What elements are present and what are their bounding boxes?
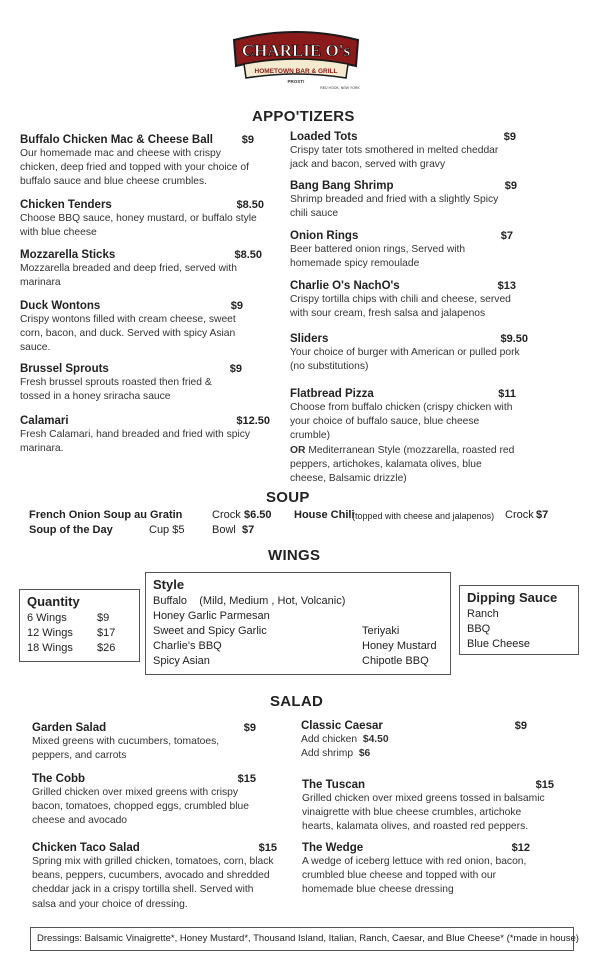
- caesar-add-chicken: Add chicken: [301, 734, 358, 745]
- svg-text:RED HOOK, NEW YORK: RED HOOK, NEW YORK: [320, 86, 360, 90]
- wing-style: Spicy Asian: [153, 655, 210, 667]
- item-name: Calamari: [20, 415, 69, 427]
- item-name: Bang Bang Shrimp: [290, 180, 394, 192]
- item-price: $15: [535, 779, 554, 791]
- item-price: $8.50: [234, 249, 262, 261]
- item-price: $12: [511, 842, 530, 854]
- wing-quantity-price: $17: [97, 627, 116, 639]
- chili-price: $7: [536, 509, 549, 521]
- item-description: Grilled chicken over mixed greens with crispy bacon, tomatoes, chopped eggs, crumbled blue cheese and avocado: [32, 787, 249, 827]
- item-price: $11: [498, 388, 516, 400]
- item-description: Mixed greens with cucumbers, tomatoes, peppers, and carrots: [32, 736, 220, 762]
- caesar-add-chicken-price: $4.50: [362, 734, 389, 745]
- item-name: The Cobb: [32, 773, 86, 785]
- menu-item: [290, 280, 516, 321]
- menu-item: [32, 842, 277, 912]
- menu-item: [290, 333, 528, 374]
- item-description: Shrimp breaded and fried with a slightly Spicy chili sauce: [290, 194, 499, 220]
- item-name: Garden Salad: [32, 722, 107, 734]
- wing-quantity-price: $9: [97, 612, 110, 624]
- dipping-sauce: Ranch: [467, 608, 499, 620]
- item-name: Brussel Sprouts: [20, 363, 109, 375]
- item-price: $9: [504, 180, 517, 192]
- french-onion-name: French Onion Soup au Gratin: [29, 509, 183, 521]
- item-description: Beer battered onion rings, Served with homemade spicy remoulade: [290, 244, 466, 270]
- item-name: Chicken Tenders: [20, 199, 112, 211]
- menu-item: [302, 779, 554, 835]
- soup-day-cup: Cup $5: [149, 524, 185, 536]
- chili-note: (topped with cheese and jalapenos): [352, 511, 495, 521]
- salad-title: SALAD: [270, 693, 324, 710]
- item-price: $8.50: [236, 199, 264, 211]
- dipping-box: [459, 585, 579, 655]
- svg-text:CHARLIE O's: CHARLIE O's: [241, 41, 351, 60]
- item-price: $9: [514, 720, 527, 732]
- caesar-add-shrimp-price: $6: [358, 748, 371, 760]
- chili-name: House Chili: [294, 509, 355, 521]
- quantity-box: [19, 589, 140, 662]
- wing-style: Chipotle BBQ: [362, 655, 429, 667]
- item-price: $7: [500, 230, 513, 242]
- wing-quantity-label: 18 Wings: [27, 642, 73, 654]
- item-price: $9.50: [500, 333, 528, 345]
- item-price: $15: [237, 773, 256, 785]
- dipping-sauce: Blue Cheese: [467, 638, 530, 650]
- item-name: Loaded Tots: [290, 131, 358, 143]
- caesar-add-shrimp: Add shrimp: [301, 748, 354, 760]
- item-description: Spring mix with grilled chicken, tomatoes, corn, black beans, peppers, cucumbers, avocado and shredded cheddar jack in a crispy tortilla shell. Served with salsa and your choice of dressing.: [32, 856, 274, 910]
- item-description: Choose from buffalo chicken (crispy chicken with your choice of buffalo sauce, blue cheese crumble): [290, 402, 513, 442]
- menu-item: [290, 230, 513, 271]
- menu-item: [32, 773, 256, 829]
- item-name: Classic Caesar: [301, 720, 383, 732]
- item-or: OR: [290, 444, 306, 456]
- item-name: The Tuscan: [302, 779, 366, 791]
- wing-quantity-label: 6 Wings: [27, 612, 67, 624]
- item-price: $15: [258, 842, 277, 854]
- item-description: Crispy wontons filled with cream cheese, sweet corn, bacon, and duck. Served with spicy Asian sauce.: [20, 314, 236, 354]
- chili-size: Crock: [505, 509, 534, 521]
- wings-title: WINGS: [268, 547, 321, 564]
- menu-item: [290, 180, 517, 221]
- soup-day-name: Soup of the Day: [29, 524, 113, 536]
- item-name: Flatbread Pizza: [290, 388, 374, 400]
- dressings-box: [30, 927, 579, 951]
- french-onion-price: $6.50: [244, 509, 272, 521]
- soup-title: SOUP: [266, 489, 310, 506]
- appetizers-title: APPO'TIZERS: [252, 108, 355, 125]
- quantity-title: Quantity: [27, 594, 80, 609]
- item-name: Chicken Taco Salad: [32, 842, 140, 854]
- wing-quantity-label: 12 Wings: [27, 627, 73, 639]
- menu-item: [302, 842, 530, 898]
- item-price: $9: [243, 722, 256, 734]
- svg-text:HOMETOWN BAR & GRILL: HOMETOWN BAR & GRILL: [254, 68, 338, 75]
- menu-item: [32, 722, 256, 763]
- menu-item: [20, 249, 262, 290]
- wing-quantity-price: $26: [97, 642, 116, 654]
- item-price: $12.50: [236, 415, 270, 427]
- menu-item: [20, 134, 254, 190]
- item-description: Our homemade mac and cheese with crispy chicken, deep fried and topped with your choice of buffalo sauce and blue cheese crumbles.: [20, 148, 249, 188]
- item-description: Crispy tater tots smothered in melted cheddar jack and bacon, served with gravy: [290, 145, 499, 171]
- menu-item: [290, 131, 516, 172]
- menu-item: [20, 363, 242, 404]
- soup-day-bowl: Bowl: [212, 524, 236, 536]
- item-description: A wedge of iceberg lettuce with red onion, bacon, crumbled blue cheese and topped with our homemade blue cheese dressing: [302, 856, 527, 896]
- item-description: Crispy tortilla chips with chili and cheese, served with sour cream, fresh salsa and jalapenos: [290, 294, 511, 320]
- salad-classic-caesar: [301, 720, 527, 761]
- french-onion-size: Crock: [212, 509, 241, 521]
- item-name: Duck Wontons: [20, 300, 101, 312]
- wing-style: Teriyaki: [362, 625, 400, 637]
- svg-text:PROST!: PROST!: [287, 79, 305, 84]
- item-name: Onion Rings: [290, 230, 359, 242]
- menu-item: [20, 199, 264, 240]
- item-price: $9: [503, 131, 516, 143]
- item-price: $9: [241, 134, 254, 146]
- item-price: $9: [229, 363, 242, 375]
- menu-item: [20, 415, 270, 456]
- item-price: $13: [497, 280, 516, 292]
- item-description-2: Mediterranean Style (mozzarella, roasted red peppers, artichokes, kalamata olives, blue cheese, Balsamic drizzle): [290, 444, 515, 485]
- menu-item: [20, 300, 243, 356]
- item-description: Mozzarella breaded and deep fried, served with marinara: [20, 263, 237, 289]
- wing-style: Honey Garlic Parmesan: [153, 610, 270, 622]
- item-price: $9: [230, 300, 243, 312]
- item-name: Charlie O's NachO's: [290, 280, 400, 292]
- item-name: Sliders: [290, 333, 329, 345]
- item-description: Your choice of burger with American or pulled pork (no substitutions): [290, 347, 520, 373]
- item-name: Mozzarella Sticks: [20, 249, 116, 261]
- item-name: The Wedge: [302, 842, 364, 854]
- style-title: Style: [153, 577, 185, 592]
- menu-item: [290, 388, 516, 486]
- charlie-os-logo: [228, 22, 364, 92]
- dipping-title: Dipping Sauce: [467, 590, 558, 605]
- wing-style: Buffalo (Mild, Medium , Hot, Volcanic): [153, 595, 346, 607]
- soup-day-bowl-price: $7: [242, 524, 255, 536]
- item-description: Fresh brussel sprouts roasted then fried & tossed in a honey sriracha sauce: [20, 377, 212, 403]
- wing-style: Honey Mustard: [362, 640, 437, 652]
- item-name: Buffalo Chicken Mac & Cheese Ball: [20, 134, 213, 146]
- item-description: Fresh Calamari, hand breaded and fried with spicy marinara.: [20, 429, 251, 455]
- item-description: Choose BBQ sauce, honey mustard, or buffalo style with blue cheese: [20, 213, 257, 239]
- dressings-text: Dressings: Balsamic Vinaigrette*, Honey Mustard*, Thousand Island, Italian, Ranch, Caesar, and Blue Cheese* (*made in house): [37, 933, 579, 944]
- style-box: [145, 572, 451, 675]
- dipping-sauce: BBQ: [467, 623, 491, 635]
- wing-style: Charlie's BBQ: [153, 640, 222, 652]
- wing-style: Sweet and Spicy Garlic: [153, 625, 267, 637]
- item-description: Grilled chicken over mixed greens tossed in balsamic vinaigrette with blue cheese crumbles, artichoke hearts, kalamata olives, and roasted red peppers.: [302, 793, 545, 833]
